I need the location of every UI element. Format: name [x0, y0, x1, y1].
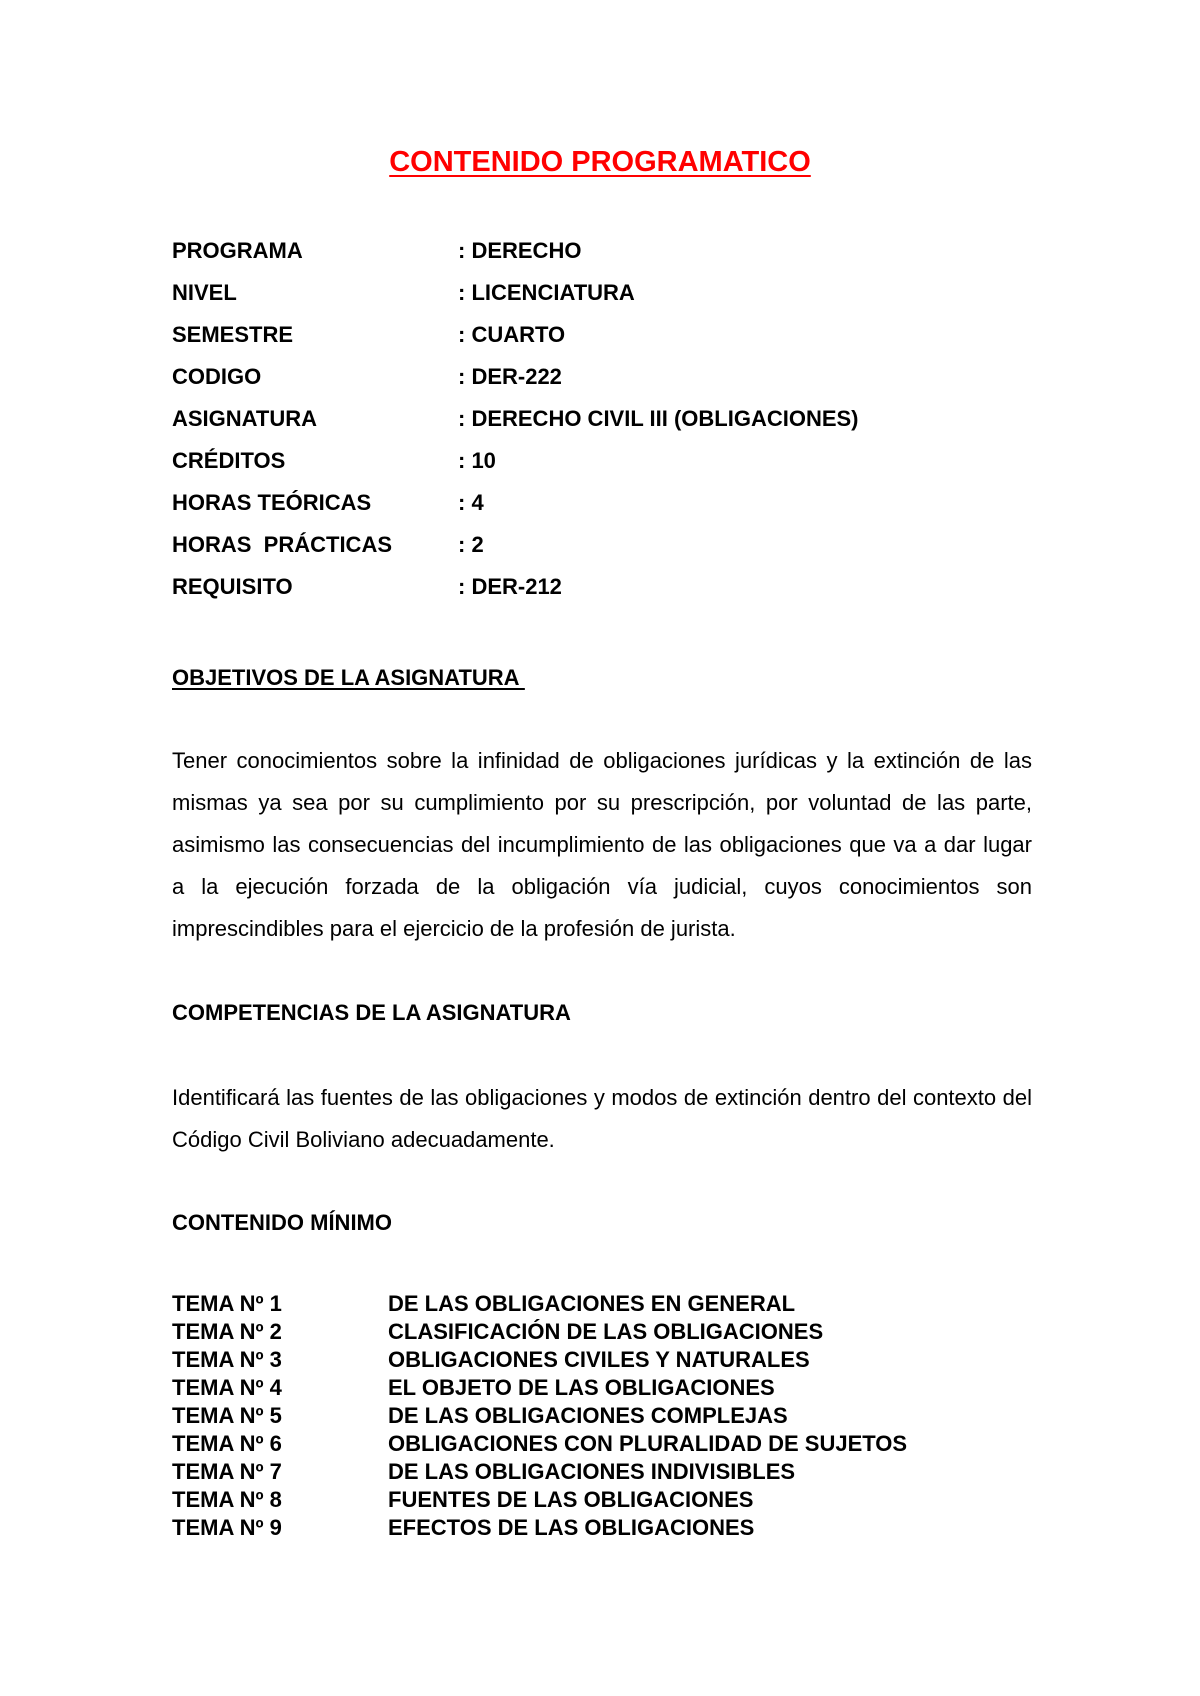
info-value: : LICENCIATURA — [458, 280, 635, 305]
topic-name: FUENTES DE LAS OBLIGACIONES — [388, 1487, 754, 1512]
info-value: : DERECHO CIVIL III (OBLIGACIONES) — [458, 406, 859, 431]
topic-name: EL OBJETO DE LAS OBLIGACIONES — [388, 1375, 775, 1400]
info-value: : DERECHO — [458, 238, 582, 263]
competencias-heading: COMPETENCIAS DE LA ASIGNATURA — [172, 1000, 571, 1025]
info-row-creditos — [172, 446, 1052, 488]
topic-name: DE LAS OBLIGACIONES INDIVISIBLES — [388, 1459, 796, 1484]
topic-number: TEMA Nº 3 — [172, 1347, 282, 1372]
info-row-semestre — [172, 320, 1052, 362]
topic-number: TEMA Nº 8 — [172, 1487, 282, 1512]
topic-number: TEMA Nº 7 — [172, 1459, 282, 1484]
info-row-nivel — [172, 278, 1052, 320]
list-item — [172, 1290, 1052, 1318]
list-item — [172, 1346, 1052, 1374]
info-label: REQUISITO — [172, 574, 293, 599]
info-value: : DER-212 — [458, 574, 562, 599]
topic-name: DE LAS OBLIGACIONES COMPLEJAS — [388, 1403, 788, 1428]
info-label: HORAS TEÓRICAS — [172, 490, 372, 515]
topic-name: CLASIFICACIÓN DE LAS OBLIGACIONES — [388, 1319, 824, 1344]
info-row-horas-teoricas — [172, 488, 1052, 530]
topic-number: TEMA Nº 1 — [172, 1291, 282, 1316]
topic-number: TEMA Nº 9 — [172, 1515, 282, 1540]
info-label: CRÉDITOS — [172, 448, 286, 473]
topic-number: TEMA Nº 6 — [172, 1431, 282, 1456]
info-value: : 2 — [458, 532, 484, 557]
info-row-codigo — [172, 362, 1052, 404]
list-item — [172, 1374, 1052, 1402]
course-info-table — [172, 236, 1052, 614]
list-item — [172, 1402, 1052, 1430]
info-value: : 4 — [458, 490, 484, 515]
info-label: ASIGNATURA — [172, 406, 318, 431]
info-value: : DER-222 — [458, 364, 562, 389]
topic-name: EFECTOS DE LAS OBLIGACIONES — [388, 1515, 755, 1540]
topic-number: TEMA Nº 2 — [172, 1319, 282, 1344]
info-label: SEMESTRE — [172, 322, 294, 347]
list-item — [172, 1514, 1052, 1542]
list-item — [172, 1486, 1052, 1514]
topic-name: OBLIGACIONES CON PLURALIDAD DE SUJETOS — [388, 1431, 908, 1456]
list-item — [172, 1318, 1052, 1346]
info-label: CODIGO — [172, 364, 262, 389]
topic-name: OBLIGACIONES CIVILES Y NATURALES — [388, 1347, 810, 1372]
topics-list — [172, 1290, 1052, 1542]
info-row-programa — [172, 236, 1052, 278]
info-row-asignatura — [172, 404, 1052, 446]
info-label: PROGRAMA — [172, 238, 303, 263]
info-label: HORAS PRÁCTICAS — [172, 532, 393, 557]
objetivos-heading: OBJETIVOS DE LA ASIGNATURA — [172, 665, 525, 690]
list-item — [172, 1458, 1052, 1486]
list-item — [172, 1430, 1052, 1458]
info-row-requisito — [172, 572, 1052, 614]
page-title: CONTENIDO PROGRAMATICO — [389, 146, 811, 178]
objetivos-paragraph: Tener conocimientos sobre la infinidad de obligaciones jurídicas y la extinción de las mismas ya sea por su cumplimiento por su prescripción, por voluntad de las parte, asimismo las consecuencias del incumplimiento de las obligaciones que va a dar lugar a la ejecución forzada de la obligación vía judicial, cuyos conocimientos son imprescindibles para el ejercicio de la profesión de jurista. — [172, 748, 1032, 941]
topic-number: TEMA Nº 4 — [172, 1375, 282, 1400]
contenido-minimo-heading: CONTENIDO MÍNIMO — [172, 1210, 392, 1235]
info-label: NIVEL — [172, 280, 237, 305]
topic-name: DE LAS OBLIGACIONES EN GENERAL — [388, 1291, 796, 1316]
topic-number: TEMA Nº 5 — [172, 1403, 282, 1428]
competencias-paragraph: Identificará las fuentes de las obligaciones y modos de extinción dentro del contexto del Código Civil Boliviano adecuadamente. — [172, 1085, 1032, 1152]
info-value: : CUARTO — [458, 322, 566, 347]
info-row-horas-practicas — [172, 530, 1052, 572]
info-value: : 10 — [458, 448, 496, 473]
